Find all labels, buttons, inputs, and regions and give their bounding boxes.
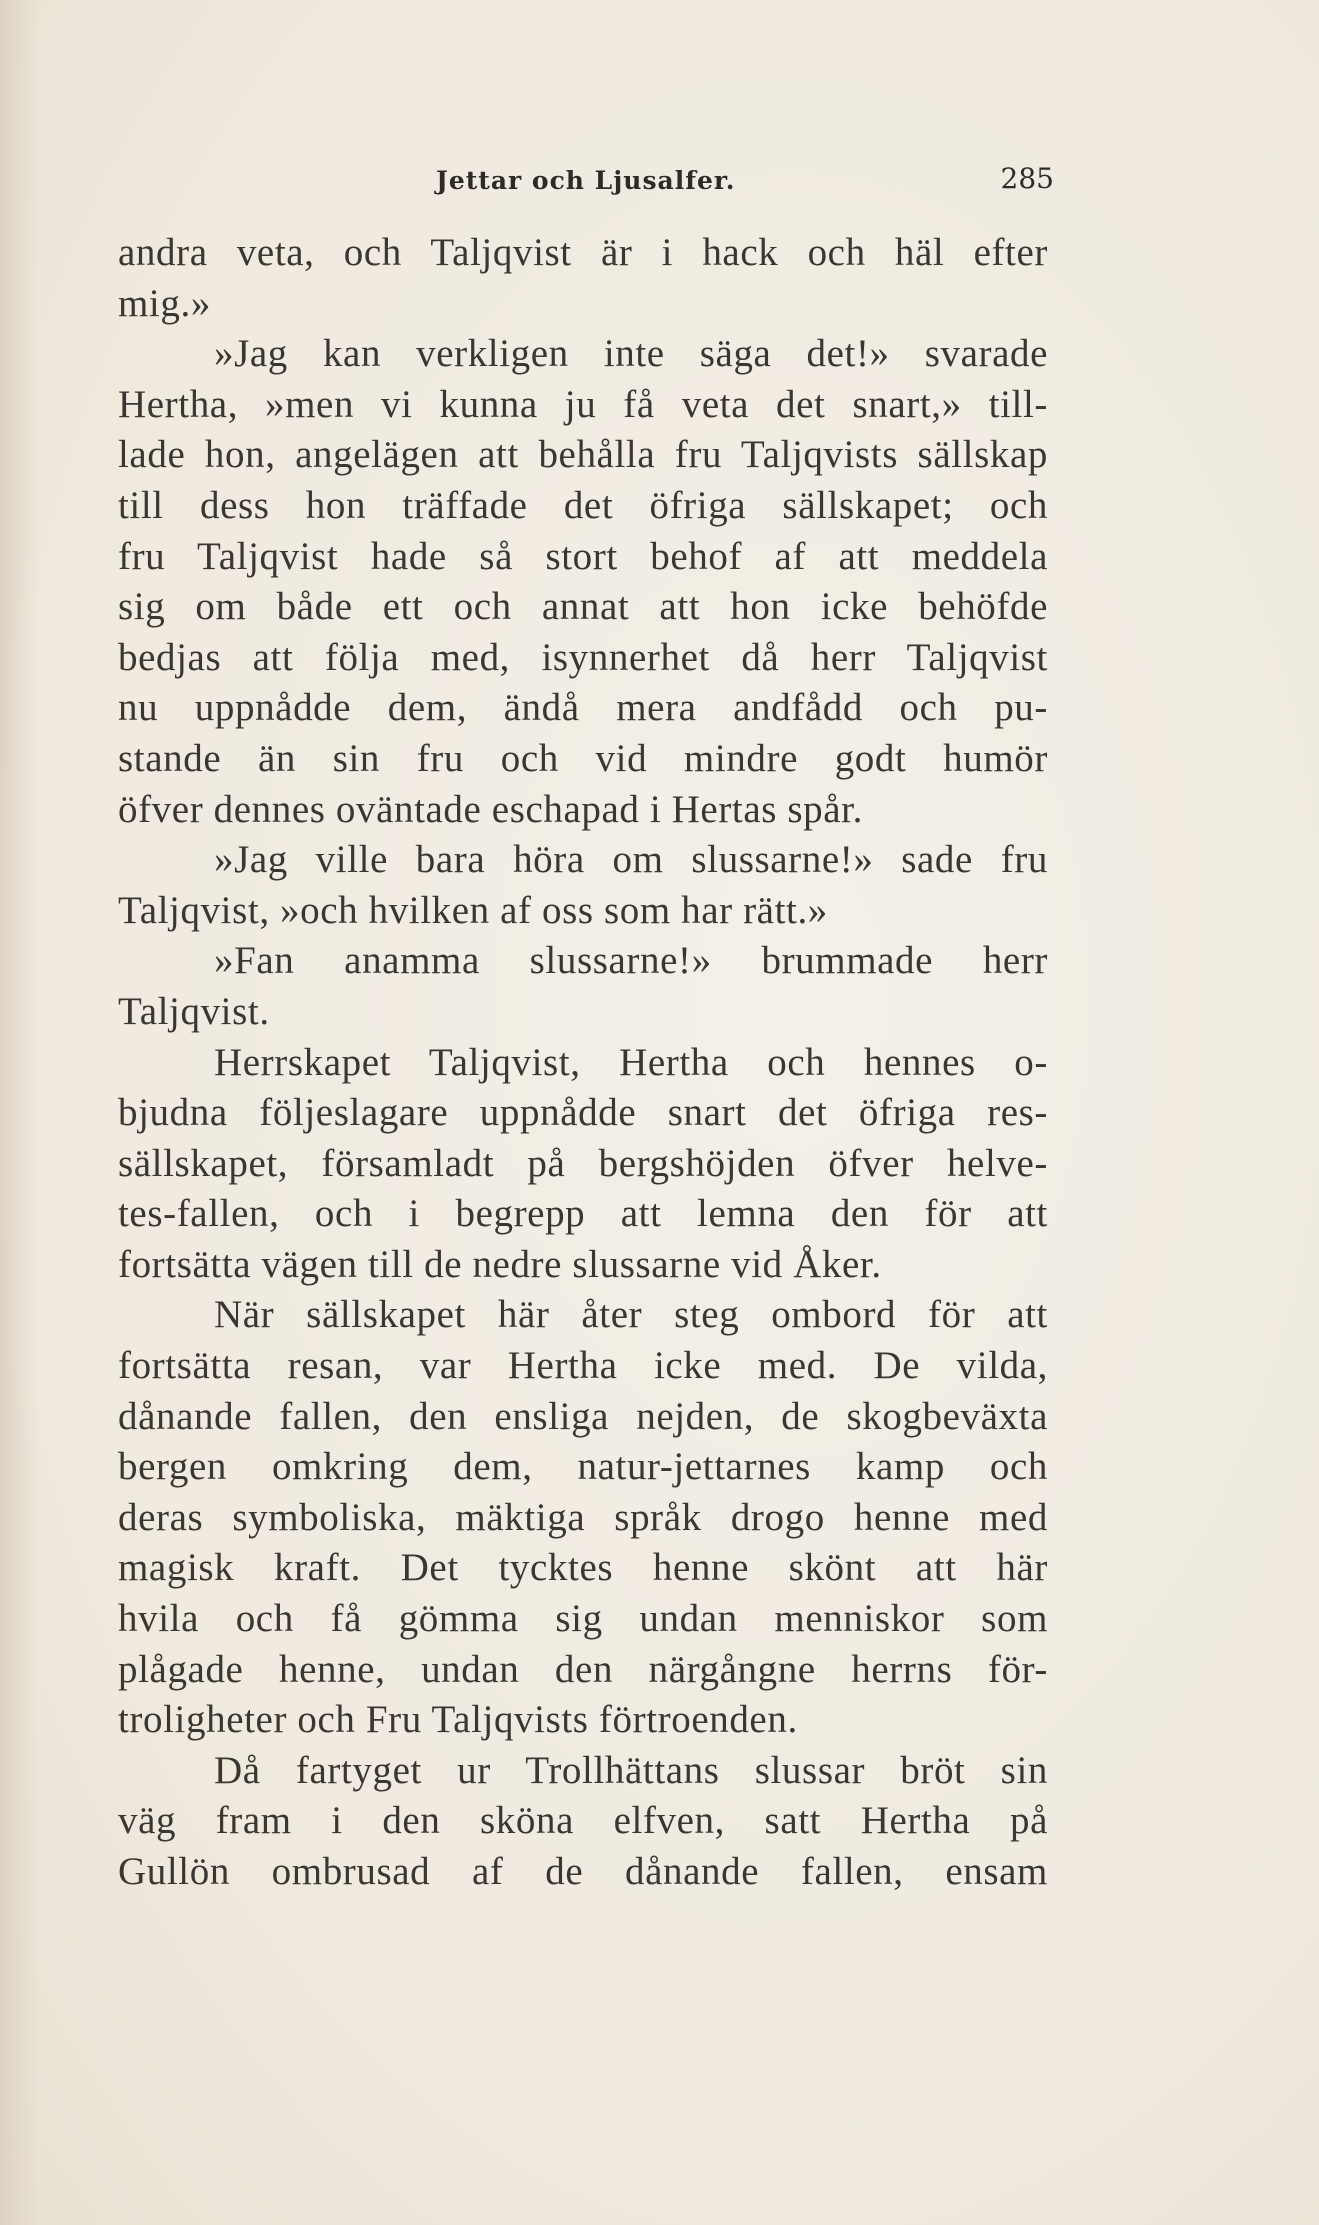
text-line: Då fartyget ur Trollhättans slussar bröt sin: [214, 1748, 1048, 1792]
text-line: väg fram i den sköna elfven, satt Hertha på: [118, 1799, 1048, 1843]
text-line: stande än sin fru och vid mindre godt humör: [118, 736, 1048, 780]
text-line: fortsätta vägen till de nedre slussarne vid Åker.: [118, 1242, 882, 1286]
text-line: »Jag kan verkligen inte säga det!» svarade: [214, 332, 1048, 376]
text-line: fru Taljqvist hade så stort behof af att meddela: [118, 534, 1048, 578]
text-line: »Jag ville bara höra om slussarne!» sade fru: [214, 838, 1048, 882]
body-text: [118, 228, 1048, 1898]
text-line: bedjas att följa med, isynnerhet då herr Taljqvist: [118, 635, 1048, 679]
text-line: troligheter och Fru Taljqvists förtroenden.: [118, 1698, 798, 1742]
text-line: Gullön ombrusad af de dånande fallen, ensam: [118, 1850, 1048, 1893]
text-line: nu uppnådde dem, ändå mera andfådd och pu-: [118, 686, 1048, 730]
page-header: [118, 162, 1054, 202]
text-line: plågade henne, undan den närgångne herrns för-: [118, 1647, 1048, 1691]
text-line: hvila och få gömma sig undan menniskor som: [118, 1597, 1048, 1641]
text-line: Taljqvist.: [118, 989, 270, 1033]
text-line: dånande fallen, den ensliga nejden, de skogbeväxta: [118, 1394, 1048, 1438]
text-line: andra veta, och Taljqvist är i hack och häl efter: [118, 231, 1048, 274]
text-line: mig.»: [118, 281, 211, 325]
text-line: bjudna följeslagare uppnådde snart det öfriga res-: [118, 1091, 1048, 1135]
running-title: Jettar och Ljusalfer.: [436, 166, 736, 195]
page-gutter-shadow: [0, 0, 40, 2225]
text-line: tes-fallen, och i begrepp att lemna den för att: [118, 1192, 1048, 1236]
text-line: öfver dennes oväntade eschapad i Hertas spår.: [118, 787, 863, 831]
text-line: När sällskapet här åter steg ombord för att: [214, 1293, 1048, 1337]
text-line: »Fan anamma slussarne!» brummade herr: [214, 939, 1048, 983]
text-line: till dess hon träffade det öfriga sällskapet; och: [118, 483, 1048, 527]
text-line: Taljqvist, »och hvilken af oss som har rätt.»: [118, 888, 828, 932]
text-line: sig om både ett och annat att hon icke behöfde: [118, 585, 1048, 629]
text-line: lade hon, angelägen att behålla fru Taljqvists sällskap: [118, 433, 1048, 477]
page-number: 285: [1000, 162, 1054, 195]
text-line: Herrskapet Taljqvist, Hertha och hennes o-: [214, 1040, 1048, 1084]
text-line: deras symboliska, mäktiga språk drogo henne med: [118, 1495, 1048, 1539]
text-line: Hertha, »men vi kunna ju få veta det snart,» till-: [118, 382, 1048, 426]
text-line: fortsätta resan, var Hertha icke med. De vilda,: [118, 1344, 1048, 1388]
text-line: bergen omkring dem, natur-jettarnes kamp och: [118, 1445, 1048, 1489]
text-line: sällskapet, församladt på bergshöjden öfver helve-: [118, 1141, 1048, 1185]
text-line: magisk kraft. Det tycktes henne skönt att här: [118, 1546, 1048, 1590]
